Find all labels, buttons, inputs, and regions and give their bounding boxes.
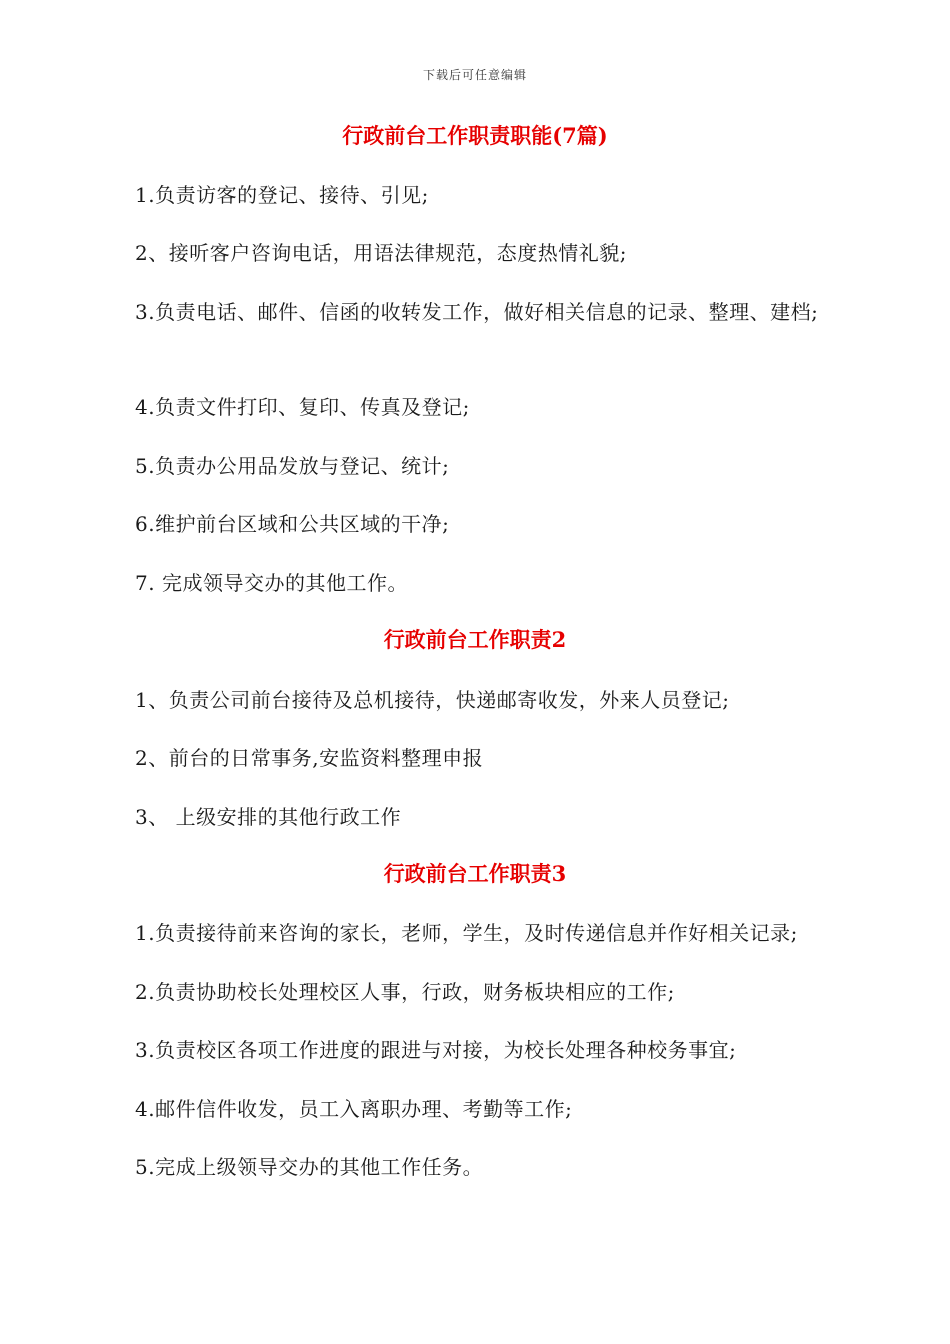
list-item: 3.负责校区各项工作进度的跟进与对接，为校长处理各种校务事宜;	[135, 1038, 737, 1062]
list-item: 7. 完成领导交办的其他工作。	[135, 571, 408, 595]
list-item: 2、接听客户咨询电话，用语法律规范，态度热情礼貌;	[135, 241, 627, 265]
list-item: 3.负责电话、邮件、信函的收转发工作，做好相关信息的记录、整理、建档;	[135, 300, 819, 324]
list-item: 2.负责协助校长处理校区人事，行政，财务板块相应的工作;	[135, 980, 675, 1004]
list-item: 2、前台的日常事务,安监资料整理申报	[135, 746, 484, 770]
section-title: 行政前台工作职责3	[383, 861, 567, 886]
header-note: 下载后可任意编辑	[422, 68, 527, 82]
list-item: 1、负责公司前台接待及总机接待，快递邮寄收发，外来人员登记;	[135, 688, 730, 712]
list-item: 1.负责访客的登记、接待、引见;	[135, 183, 429, 207]
section-title: 行政前台工作职责2	[383, 627, 567, 652]
section-title: 行政前台工作职责职能(7篇)	[342, 123, 608, 148]
list-item: 3、 上级安排的其他行政工作	[135, 805, 402, 829]
list-item: 4.负责文件打印、复印、传真及登记;	[135, 395, 470, 419]
list-item: 5.负责办公用品发放与登记、统计;	[135, 454, 450, 478]
list-item: 6.维护前台区域和公共区域的干净;	[135, 512, 450, 536]
list-item: 5.完成上级领导交办的其他工作任务。	[135, 1155, 484, 1179]
list-item: 1.负责接待前来咨询的家长，老师，学生，及时传递信息并作好相关记录;	[135, 921, 798, 945]
list-item: 4.邮件信件收发，员工入离职办理、考勤等工作;	[135, 1097, 573, 1121]
